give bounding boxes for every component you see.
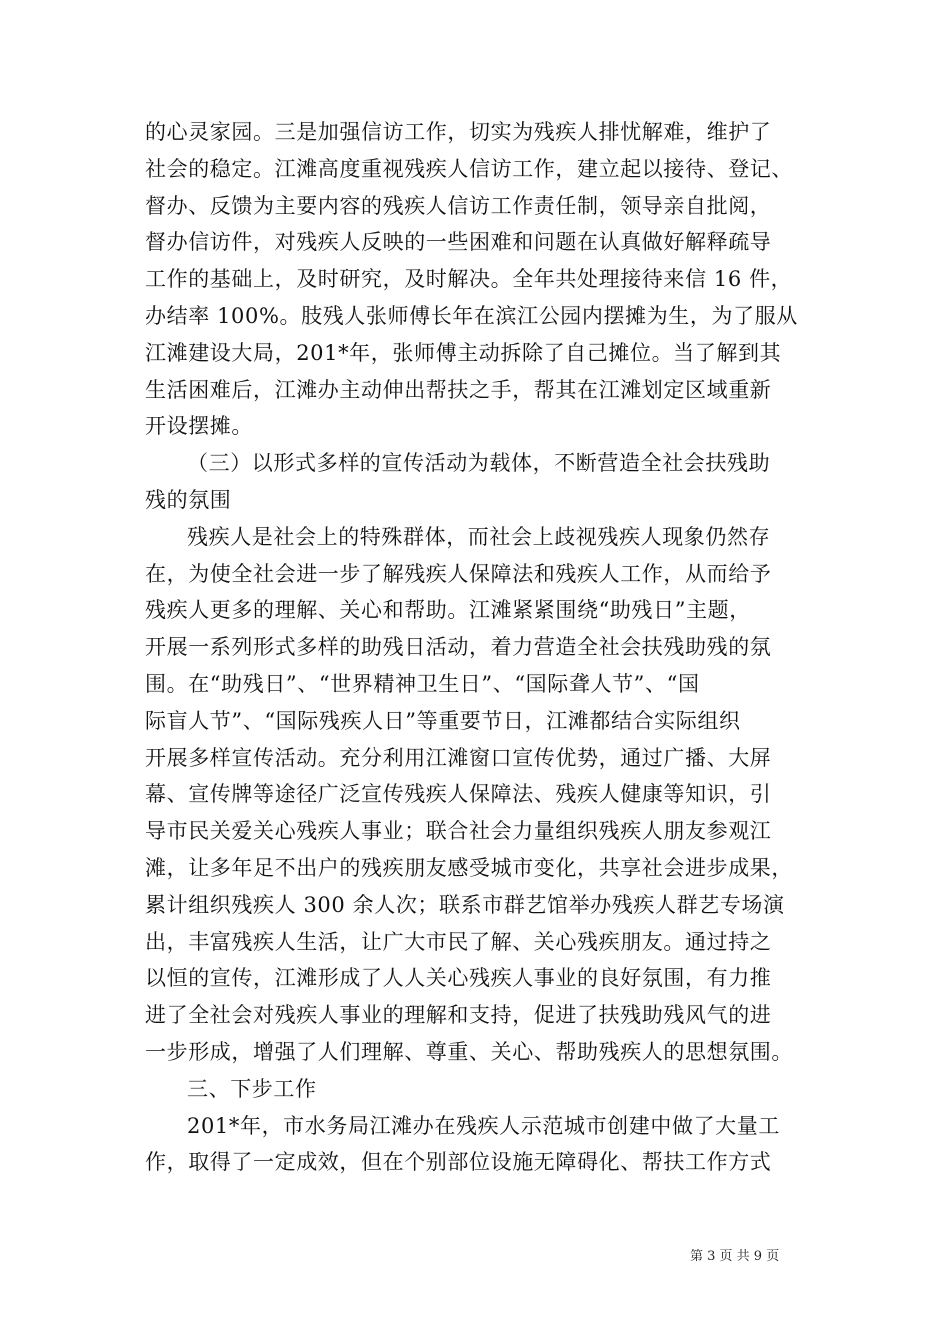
- text-line: 幕、宣传牌等途径广泛宣传残疾人保障法、残疾人健康等知识，引: [145, 782, 772, 807]
- text-line: 社会的稳定。江滩高度重视残疾人信访工作，建立起以接待、登记、: [145, 156, 793, 181]
- paragraph-start: 201*年，市水务局江滩办在残疾人示范城市创建中做了大量工: [187, 1113, 780, 1138]
- text-line: 督办、反馈为主要内容的残疾人信访工作责任制，领导亲自批阅，: [145, 193, 772, 218]
- section-heading: 三、下步工作: [187, 1076, 317, 1101]
- text-line: 一步形成，增强了人们理解、尊重、关心、帮助残疾人的思想氛围。: [145, 1039, 793, 1064]
- paragraph-start: 残疾人是社会上的特殊群体，而社会上歧视残疾人现象仍然存: [187, 524, 771, 549]
- text-line: 以恒的宣传，江滩形成了人人关心残疾人事业的良好氛围，有力推: [145, 966, 772, 991]
- text-line: 际盲人节”、“国际残疾人日”等重要节日，江滩都结合实际组织: [145, 708, 741, 733]
- text-line: 累计组织残疾人 300 余人次；联系市群艺馆举办残疾人群艺专场演: [145, 892, 785, 917]
- text-line: 工作的基础上，及时研究，及时解决。全年共处理接待来信 16 件，: [145, 267, 793, 292]
- section-heading: （三）以形式多样的宣传活动为载体，不断营造全社会扶残助: [187, 451, 771, 476]
- text-line: 开展一系列形式多样的助残日活动，着力营造全社会扶残助残的氛: [145, 635, 772, 660]
- text-line: 督办信访件，对残疾人反映的一些困难和问题在认真做好解释疏导: [145, 230, 772, 255]
- text-line: 进了全社会对残疾人事业的理解和支持，促进了扶残助残风气的进: [145, 1003, 772, 1028]
- text-line: 导市民关爱关心残疾人事业；联合社会力量组织残疾人朋友参观江: [145, 819, 772, 844]
- text-line: 江滩建设大局，201*年，张师傅主动拆除了自己摊位。当了解到其: [145, 340, 782, 365]
- text-line: 残疾人更多的理解、关心和帮助。江滩紧紧围绕“助残日”主题，: [145, 598, 751, 623]
- text-line: 滩，让多年足不出户的残疾朋友感受城市变化，共享社会进步成果，: [145, 855, 793, 880]
- text-line: 围。在“助残日”、“世界精神卫生日”、“国际聋人节”、“国: [145, 671, 700, 696]
- text-line: 作，取得了一定成效，但在个别部位设施无障碍化、帮扶工作方式: [145, 1150, 772, 1175]
- text-line: 的心灵家园。三是加强信访工作，切实为残疾人排忧解难，维护了: [145, 120, 772, 144]
- text-line: 开展多样宣传活动。充分利用江滩窗口宣传优势，通过广播、大屏: [145, 745, 772, 770]
- document-body: [145, 114, 825, 1181]
- text-line: 办结率 100%。肢残人张师傅长年在滨江公园内摆摊为生，为了服从: [145, 303, 798, 328]
- section-heading-continued: 残的氛围: [145, 487, 232, 512]
- text-line: 在，为使全社会进一步了解残疾人保障法和残疾人工作，从而给予: [145, 561, 772, 586]
- page-number-footer: 第 3 页 共 9 页: [690, 1249, 780, 1264]
- text-line: 生活困难后，江滩办主动伸出帮扶之手，帮其在江滩划定区域重新: [145, 377, 772, 402]
- text-line: 开设摆摊。: [145, 414, 253, 439]
- text-line: 出，丰富残疾人生活，让广大市民了解、关心残疾朋友。通过持之: [145, 929, 772, 954]
